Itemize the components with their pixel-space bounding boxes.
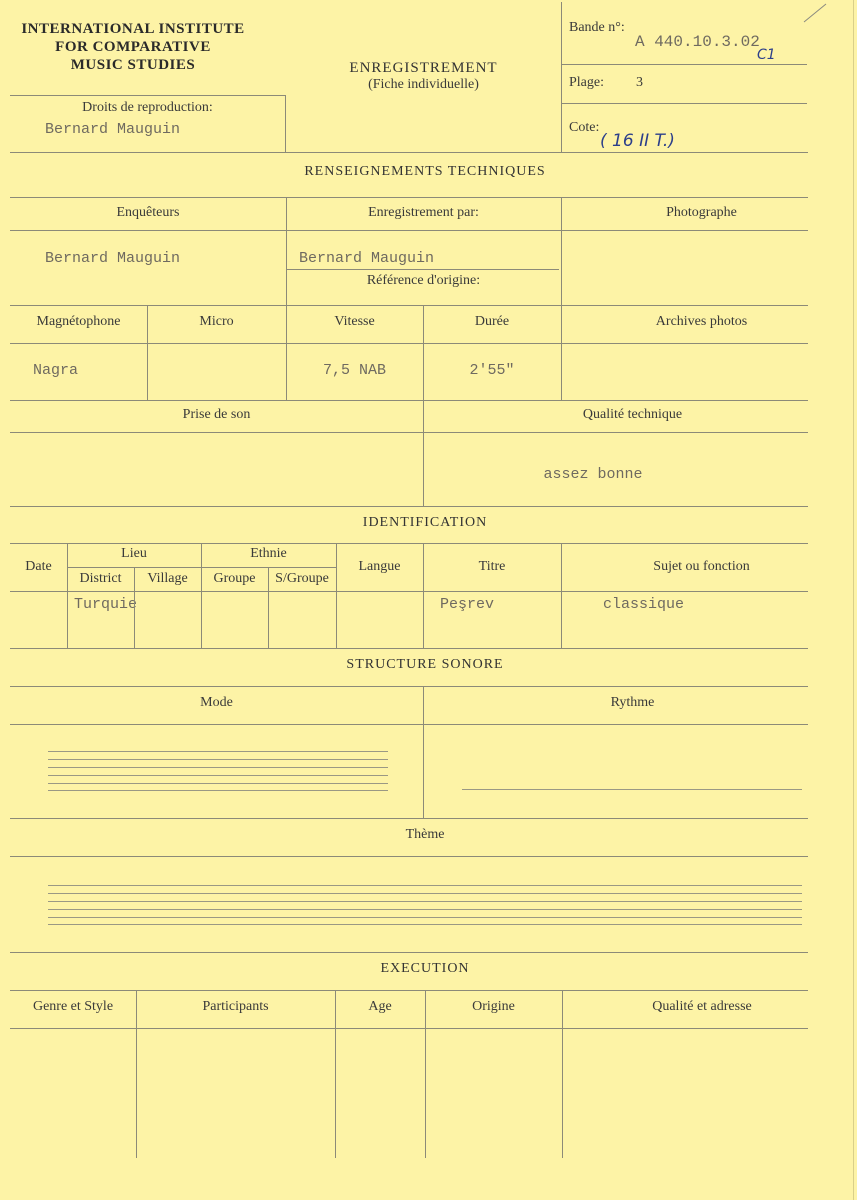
ethnie-label: Ethnie	[250, 546, 287, 561]
qualite-value: assez bonne	[543, 466, 643, 483]
origine-label: Origine	[472, 999, 515, 1014]
rights-value: Bernard Mauguin	[45, 121, 181, 138]
titre-value: Peşrev	[440, 596, 495, 613]
plage-label: Plage:	[569, 75, 604, 90]
structure-section-title: STRUCTURE SONORE	[346, 657, 504, 672]
institute-line-2: FOR COMPARATIVE	[55, 39, 211, 55]
rights-label: Droits de reproduction:	[82, 100, 213, 115]
institute-name	[8, 20, 258, 74]
theme-label: Thème	[405, 827, 445, 842]
identification-section-title: IDENTIFICATION	[362, 515, 488, 530]
technique-section-title: RENSEIGNEMENTS TECHNIQUES	[304, 164, 546, 179]
cote-label: Cote:	[569, 120, 600, 135]
micro-label: Micro	[199, 314, 234, 329]
plage-value: 3	[636, 75, 643, 90]
rythme-label: Rythme	[610, 695, 655, 710]
qualite-adresse-label: Qualité et adresse	[652, 999, 752, 1014]
langue-label: Langue	[358, 559, 401, 574]
archives-label: Archives photos	[655, 314, 748, 329]
date-label: Date	[25, 559, 52, 574]
prise-label: Prise de son	[182, 407, 251, 422]
cote-value: ( 16 II T.)	[600, 131, 675, 151]
district-label: District	[79, 571, 122, 586]
participants-label: Participants	[202, 999, 269, 1014]
vitesse-label: Vitesse	[334, 314, 375, 329]
sujet-label: Sujet ou fonction	[653, 559, 750, 574]
village-label: Village	[147, 571, 188, 586]
bande-label: Bande n°:	[569, 20, 625, 35]
enregistrement-value: Bernard Mauguin	[299, 250, 435, 267]
bande-annotation: C1	[757, 47, 776, 63]
institute-line-1: INTERNATIONAL INSTITUTE	[21, 21, 245, 37]
sujet-value: classique	[603, 596, 685, 613]
reference-label: Référence d'origine:	[366, 273, 481, 288]
groupe-label: Groupe	[213, 571, 256, 586]
age-label: Age	[368, 999, 392, 1014]
magneto-value: Nagra	[33, 362, 79, 379]
form-title	[286, 60, 561, 93]
form-title-main: ENREGISTREMENT	[349, 60, 498, 76]
enqueteurs-value: Bernard Mauguin	[45, 250, 181, 267]
enregistrement-label: Enregistrement par:	[368, 205, 479, 220]
lieu-label: Lieu	[121, 546, 147, 561]
enqueteurs-label: Enquêteurs	[116, 205, 180, 220]
duree-value: 2'55"	[469, 362, 515, 379]
titre-label: Titre	[478, 559, 506, 574]
pencil-mark-icon	[800, 2, 830, 24]
form-subtitle: (Fiche individuelle)	[368, 77, 479, 92]
execution-section-title: EXECUTION	[380, 961, 470, 976]
bande-value: A 440.10.3.02	[635, 33, 760, 51]
district-value: Turquie	[74, 596, 138, 613]
photographe-label: Photographe	[666, 205, 737, 220]
sgroupe-label: S/Groupe	[275, 571, 329, 586]
institute-line-3: MUSIC STUDIES	[70, 57, 196, 73]
mode-label: Mode	[200, 695, 233, 710]
genre-label: Genre et Style	[32, 999, 114, 1014]
qualite-label: Qualité technique	[582, 407, 683, 422]
vitesse-value: 7,5 NAB	[322, 362, 386, 379]
magneto-label: Magnétophone	[36, 314, 121, 329]
duree-label: Durée	[474, 314, 510, 329]
